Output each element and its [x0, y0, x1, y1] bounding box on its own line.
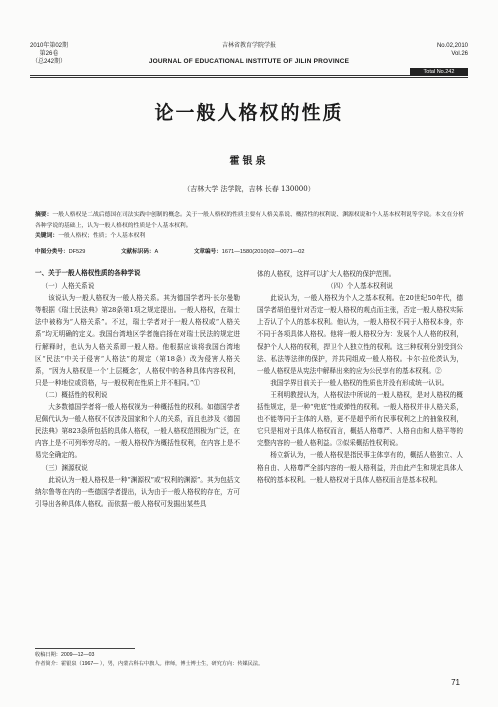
body-paragraph: 此说认为一般人格权是一种“渊源权”或“权利的渊源”。其为包括文纳尔鲁等在内的一些德国学者提出，认为由于一般人格权的存在，方可引导出各种具体人格权。而依据一般人格权可发掘出某些具 [35, 475, 240, 508]
body-paragraph: 杨立新认为，一般人格权是指民事主体享有的，概括人格独立、人格自由、人格尊严全部内容的一般人格利益，并由此产生和规定具体人格权的基本权利。一般人格权对于具体人格权而言是基本权利。 [257, 451, 463, 484]
volume-en: Vol.26 [451, 51, 468, 57]
clc-value: DF529 [68, 249, 86, 255]
subsection-heading: （一）人格关系说 [41, 282, 95, 291]
footnote-rule [35, 648, 135, 649]
abstract-label: 摘要： [35, 212, 53, 218]
subsection-heading: （三）渊源权说 [41, 463, 88, 472]
journal-name-en: JOURNAL OF EDUCATIONAL INSTITUTE OF JILIN PROVINCE [148, 58, 350, 65]
doc-code-label: 文献标识码： [120, 249, 155, 255]
body-paragraph: 此说认为，一般人格权为个人之基本权利。在20世纪50年代，德国学者胡伯曼针对否定一般人格权的观点而主张，否定一般人格权实际上否认了个人的基本权利。他认为，一般人格权不同于人格权本身，亦不同于各项具体人格权。他将一般人格权分为：发展个人人格的权利，保护个人人格的权利，捍卫个人独立性的权利。这三种权利分别受到公法、私法等法律的保护，并共同组成一般人格权。卡尔·拉伦茨认为，一般人格权是从宪法中解释出来的应为公民享有的基本权利。② [257, 294, 463, 375]
subsection-heading: （二）概括性的权利说 [41, 390, 108, 399]
body-column-left [35, 268, 240, 510]
running-header [30, 42, 468, 82]
issue-volume: 第26卷 [39, 51, 59, 57]
page-number: 71 [451, 678, 460, 687]
issue-number-en: No.02,2010 [436, 43, 468, 49]
author-affiliation: （吉林大学 法学院，吉林 长春 130000） [183, 185, 315, 193]
keywords-label: 关键词： [35, 233, 59, 239]
article-title: 论一般人格权的性质 [154, 102, 344, 124]
keywords-text: 一般人格权；性质；个人基本权利 [58, 233, 146, 239]
classification-line [35, 248, 466, 256]
abstract-block [35, 210, 466, 242]
total-number-bar: Total No.242 [410, 68, 468, 76]
header-rule-thin [30, 77, 468, 78]
subsection-heading: （四）个人基本权利说 [327, 282, 393, 291]
body-paragraph: 我国学界目前关于一般人格权的性质也并没有形成统一认识。 [270, 378, 449, 387]
body-paragraph: 大多数德国学者将一般人格权视为一种概括性的权利。如德国学者尼佩代认为一般人格权不仅涉及国家和个人的关系，而且也涉及《德国民法典》第823条所包括的具体人格权，一般人格权范围极为广泛，在内容上是不可列举穷尽的。一般人格权作为概括性权利，在内容上是不易完全确定的。 [35, 403, 240, 460]
issue-info-en [437, 42, 468, 58]
footnotes [35, 651, 466, 669]
section-heading: 一、关于一般人格权性质的各种学说 [35, 270, 141, 277]
body-paragraph: 王利明教授认为，人格权法中所说的一般人格权，是对人格权的概括性规定，是一种“兜底”性或弹性的权利。一般人格权并非人格关系，也不能等同于主体的人格，更不是超乎所有民事权利之上的抽象权利，它只是相对于具体人格权而言，概括人格尊严、人格自由和人格平等的完整内容的一般人格利益。③似采概括性权利说。 [257, 390, 463, 448]
article-author: 霍银泉 [229, 156, 269, 167]
body-paragraph: 体的人格权，这样可以扩大人格权的保护范围。 [257, 270, 396, 278]
clc-label: 中图分类号： [35, 249, 69, 255]
body-paragraph: 该说认为一般人格权为一般人格关系。其为德国学者玛·长尔曼勒等根据《瑞士民法典》第28条第1项之规定提出。一般人格权，在瑞士法中被称为“人格关系”。不过，瑞士学者对于一般人格权或“人格关系”均无明确的定义。我国台湾地区学者施启扬在对瑞士民法的规定进行解释时，也认为人格关系即一般人格。他根据应该将我国台湾地区“民法”中关于侵害“人格法”的规定（第18条）改为侵害人格关系，“因为人格权是一个‘上层概念’，人格权中的各种具体内容权利，只是一种地位或资格，与一般权利在性质上并不相同。”① [35, 294, 240, 387]
header-rule [30, 75, 468, 76]
serial-label: 文章编号： [193, 249, 222, 255]
journal-name [30, 42, 468, 66]
serial-value: 1671—1580(2010)02—0071—02 [221, 249, 305, 255]
doc-code-value: A [154, 249, 159, 255]
issue-total: （总242期） [32, 59, 67, 65]
journal-name-cn: 吉林省教育学院学报 [221, 43, 276, 49]
body-column-right [257, 268, 463, 486]
received-date: 收稿日期：2009—12—03 [35, 652, 95, 658]
author-bio: 作者简介：霍银泉（1967— ），男，内蒙古科右中旗人。律师，博士博士生，研究方向：传媒民法。 [35, 661, 264, 667]
issue-year: 2010年第02期 [30, 43, 69, 49]
abstract-text: 一般人格权是二战后德国在司法实践中创制的概念。关于一般人格权的性质主要有人格关系说、概括性的权利说、渊源权说和个人基本权利说等学说。本文在分析各种学说的基础上，认为一般人格权的性质是个人基本权利。 [35, 212, 464, 229]
